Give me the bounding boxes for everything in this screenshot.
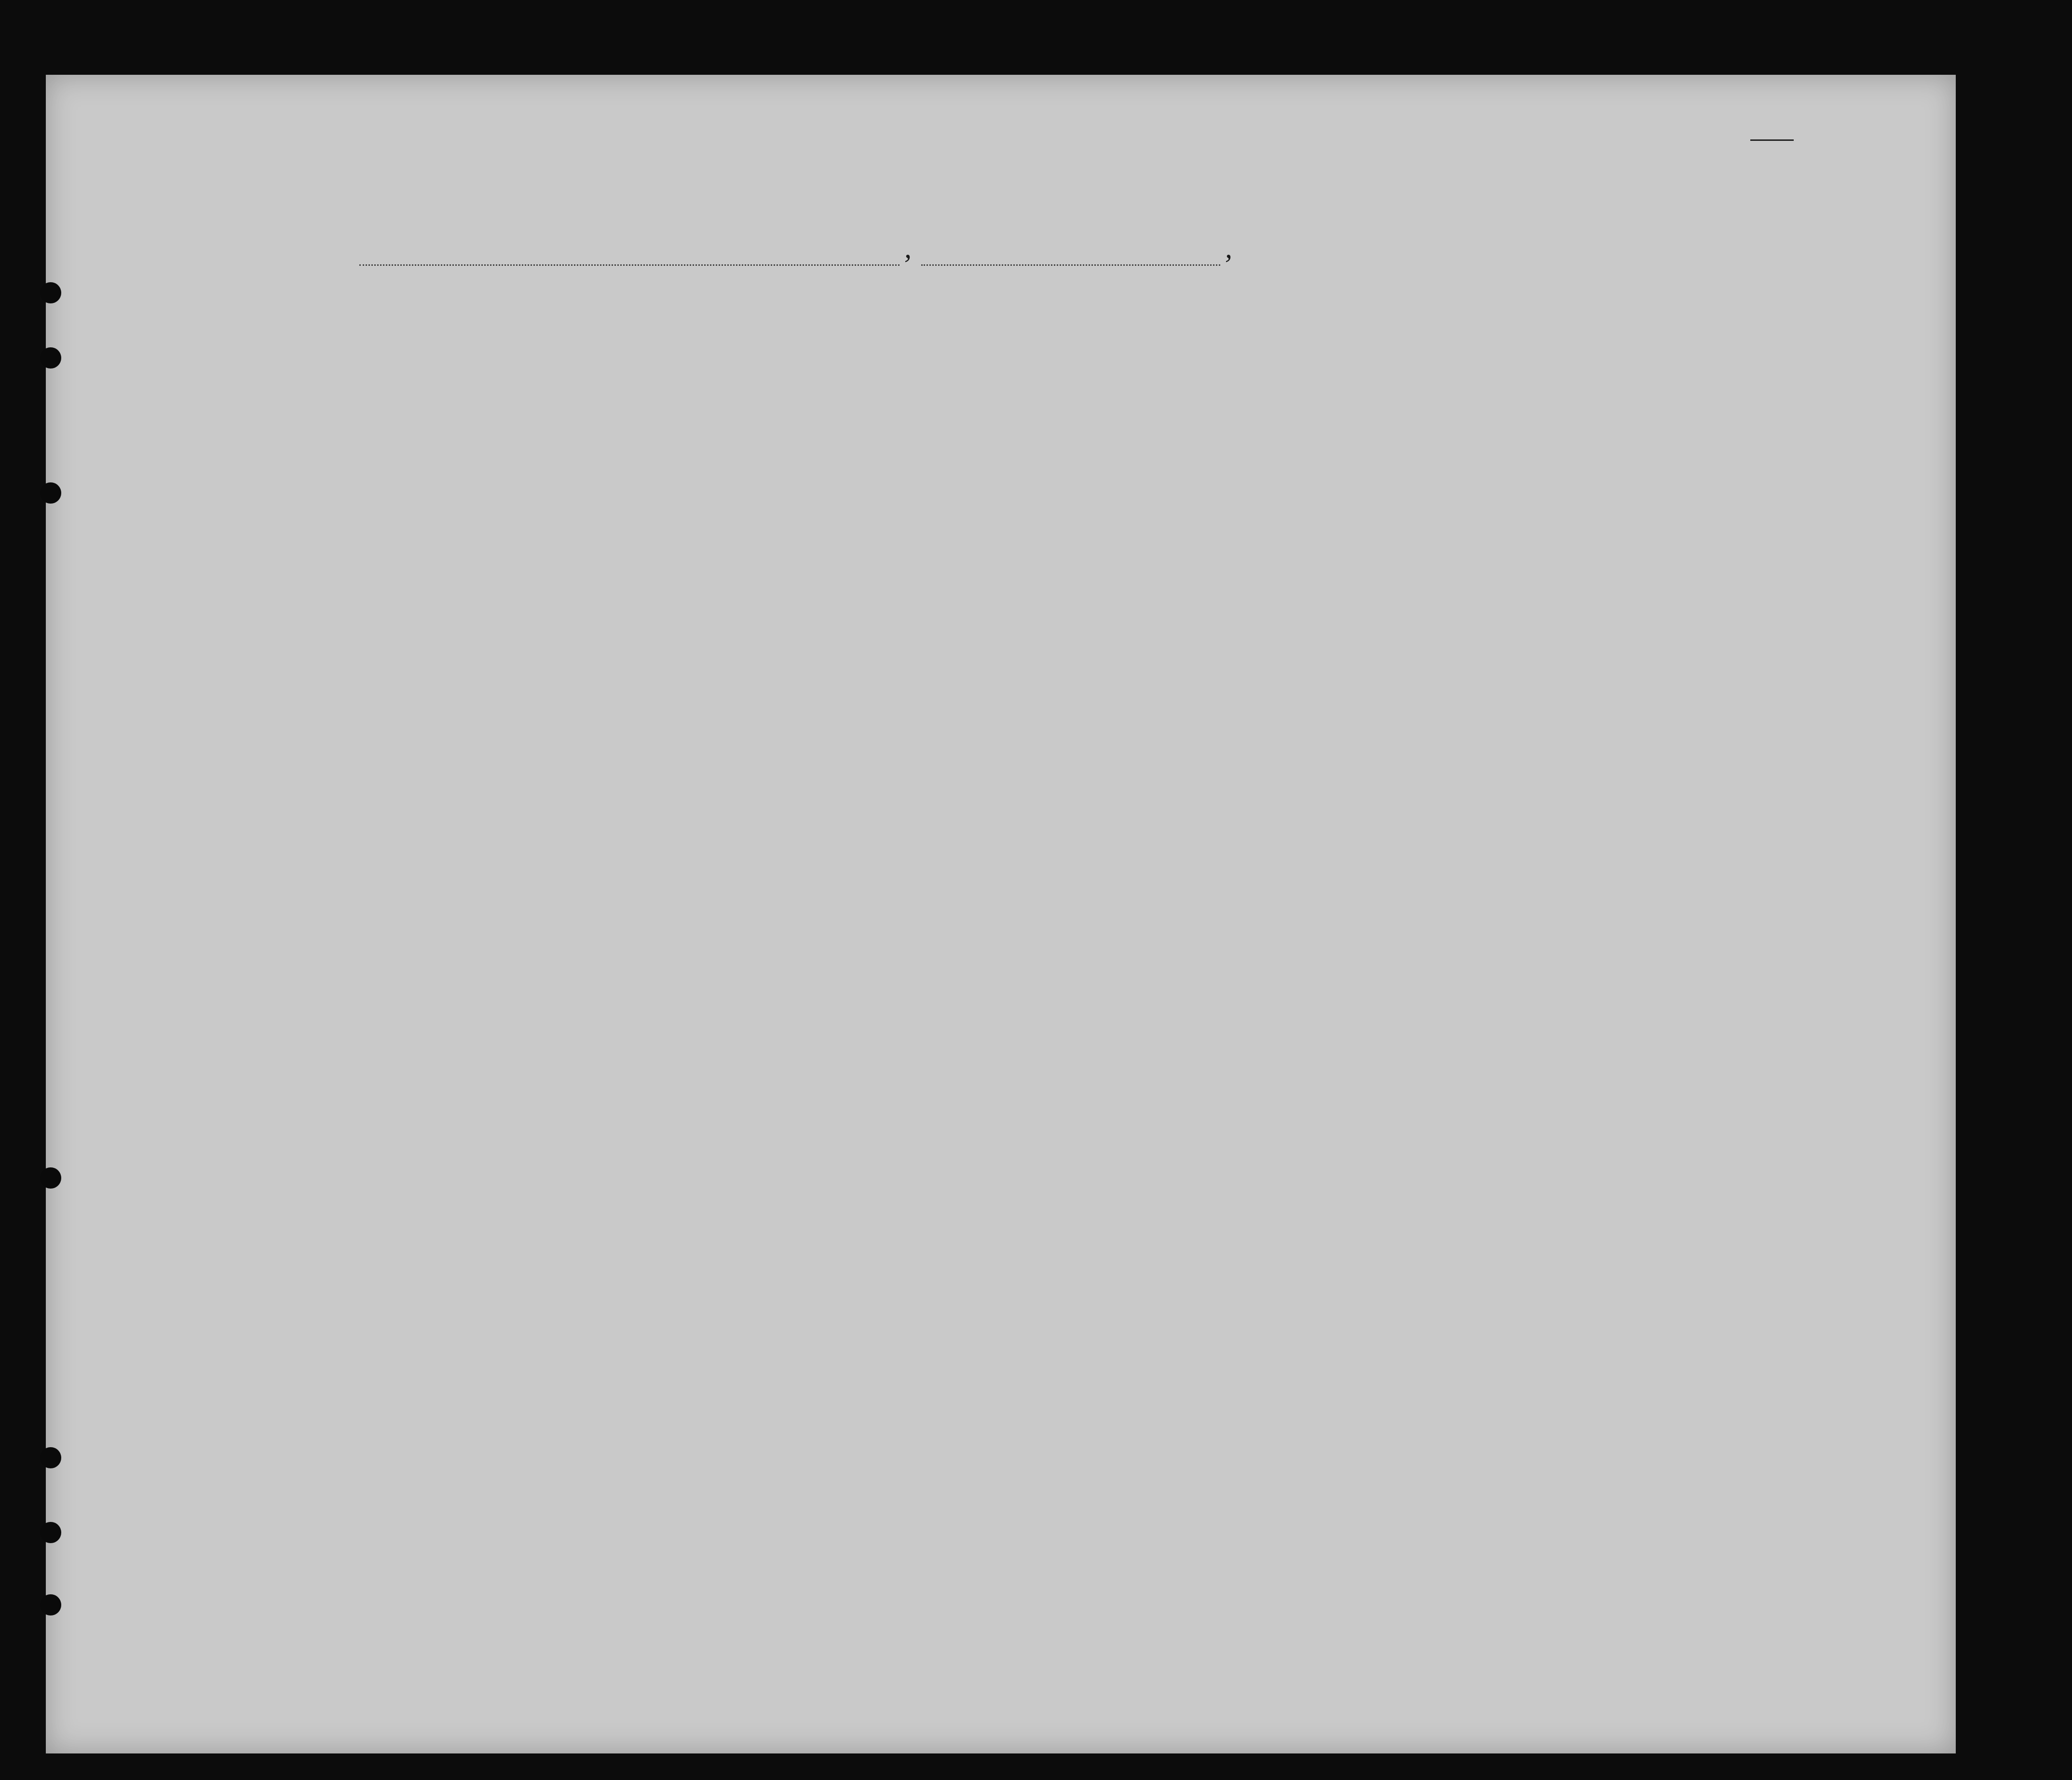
header-deported xyxy=(1498,393,1536,514)
header-purpose-return xyxy=(1176,403,1214,514)
header-feet xyxy=(1664,470,1683,509)
header-offer xyxy=(1459,393,1493,514)
header-polygamist xyxy=(1365,393,1384,514)
header-purpose-length xyxy=(1220,403,1256,514)
form-grid xyxy=(46,75,1956,1753)
header-inches xyxy=(1686,470,1705,509)
header-ticket xyxy=(596,345,629,504)
year-field: , xyxy=(1225,232,1232,264)
header-anarchist xyxy=(1387,393,1406,514)
manifest-page: , , xyxy=(46,75,1956,1753)
header-overthrow xyxy=(1411,393,1454,514)
header-purpose-citizen xyxy=(1281,403,1309,514)
header-money xyxy=(714,345,743,504)
header-prison xyxy=(1324,393,1358,514)
